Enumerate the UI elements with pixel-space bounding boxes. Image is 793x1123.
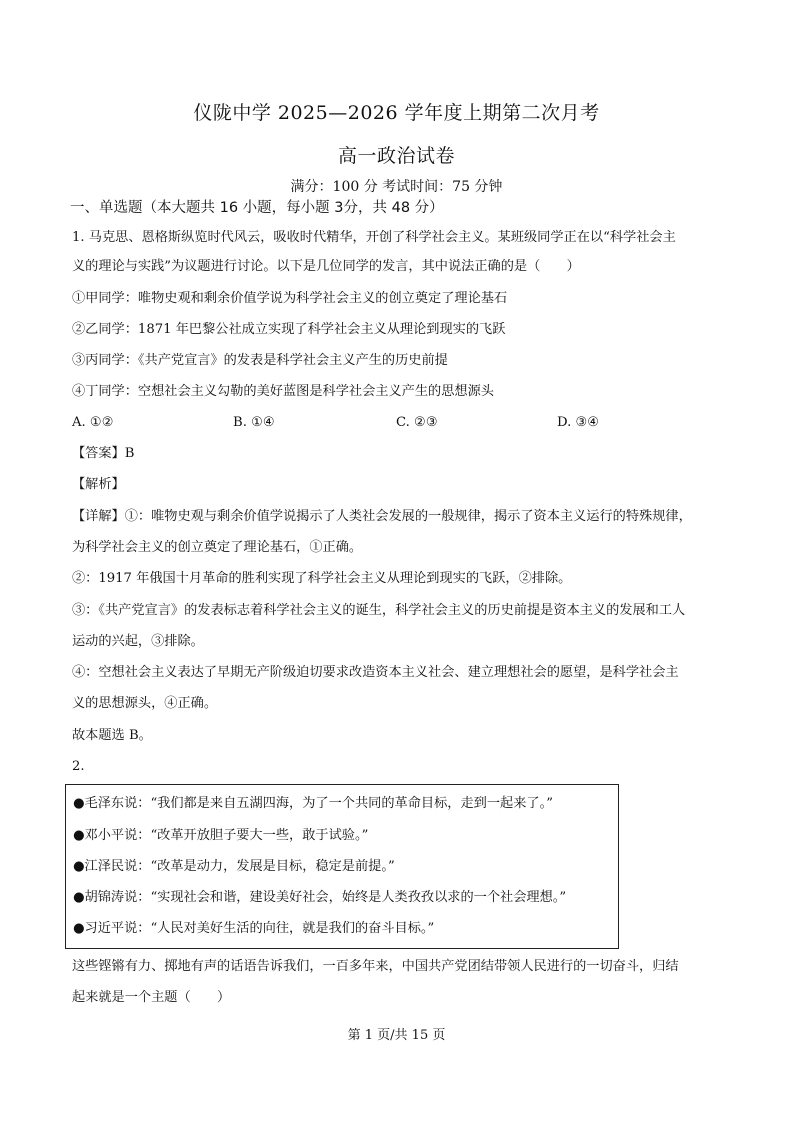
q2-quote-box bbox=[65, 784, 619, 949]
q2-stem-line1: 这些铿锵有力、掷地有声的话语告诉我们，一百多年来，中国共产党团结带领人民进行的一切奋斗，归结 bbox=[72, 959, 679, 974]
exam-meta: 满分：100 分 考试时间：75 分钟 bbox=[290, 179, 503, 195]
q1-option-c: C. ②③ bbox=[396, 415, 438, 430]
q2-quote-xi: ●习近平说：“人民对美好生活的向往，就是我们的奋斗目标。” bbox=[73, 921, 435, 936]
q1-detail-line3: ②：1917 年俄国十月革命的胜利实现了科学社会主义从理论到现实的飞跃，②排除。 bbox=[72, 571, 572, 586]
q1-option-b: B. ①④ bbox=[233, 415, 275, 430]
q1-detail-line2: 为科学社会主义的创立奠定了理论基石，①正确。 bbox=[72, 540, 363, 555]
q2-quote-deng: ●邓小平说：“改革开放胆子要大一些，敢于试验。” bbox=[73, 828, 369, 843]
q1-stem-line2: 义的理论与实践”为议题进行讨论。以下是几位同学的发言，其中说法正确的是（ ） bbox=[72, 259, 580, 274]
page-footer: 第 1 页/共 15 页 bbox=[347, 1028, 446, 1043]
q1-detail-line7: 义的思想源头，④正确。 bbox=[72, 696, 218, 711]
q1-item-1: ①甲同学：唯物史观和剩余价值学说为科学社会主义的创立奠定了理论基石 bbox=[72, 291, 508, 306]
q1-option-d: D. ③④ bbox=[557, 415, 600, 430]
exam-title: 仪陇中学 2025—2026 学年度上期第二次月考 bbox=[193, 102, 600, 124]
q2-quote-jiang: ●江泽民说：“改革是动力，发展是目标，稳定是前提。” bbox=[73, 859, 395, 874]
exam-subtitle: 高一政治试卷 bbox=[337, 145, 455, 167]
q2-stem-line2: 起来就是一个主题（ ） bbox=[72, 990, 231, 1005]
q1-answer: 【答案】B bbox=[72, 446, 135, 461]
q2-number: 2. bbox=[72, 759, 85, 774]
q1-stem-line1: 1. 马克思、恩格斯纵览时代风云，吸收时代精华，开创了科学社会主义。某班级同学正在以“科学社会主 bbox=[72, 230, 676, 245]
q1-detail-line1: 【详解】①：唯物史观与剩余价值学说揭示了人类社会发展的一般规律，揭示了资本主义运行的特殊规律， bbox=[72, 509, 692, 524]
q1-detail-line4: ③：《共产党宣言》的发表标志着科学社会主义的诞生，科学社会主义的历史前提是资本主义的发展和工人 bbox=[72, 603, 686, 618]
q2-quote-hu: ●胡锦涛说：“实现社会和谐，建设美好社会，始终是人类孜孜以求的一个社会理想。” bbox=[73, 890, 567, 905]
q1-item-3: ③丙同学：《共产党宣言》的发表是科学社会主义产生的历史前提 bbox=[72, 353, 448, 368]
q1-detail-line5: 运动的兴起，③排除。 bbox=[72, 634, 204, 649]
q2-quote-mao: ●毛泽东说：“我们都是来自五湖四海，为了一个共同的革命目标，走到一起来了。” bbox=[73, 796, 553, 811]
q1-item-4: ④丁同学：空想社会主义勾勒的美好蓝图是科学社会主义产生的思想源头 bbox=[72, 384, 494, 399]
q1-conclusion: 故本题选 B。 bbox=[72, 728, 152, 743]
q1-detail-line6: ④：空想社会主义表达了早期无产阶级迫切要求改造资本主义社会、建立理想社会的愿望，是科学社会主 bbox=[72, 665, 679, 680]
q1-analysis-label: 【解析】 bbox=[72, 477, 125, 492]
section-heading: 一、单选题（本大题共 16 小题，每小题 3分，共 48 分） bbox=[70, 200, 444, 216]
q1-option-a: A. ①② bbox=[72, 415, 114, 430]
q1-item-2: ②乙同学：1871 年巴黎公社成立实现了科学社会主义从理论到现实的飞跃 bbox=[72, 322, 506, 337]
